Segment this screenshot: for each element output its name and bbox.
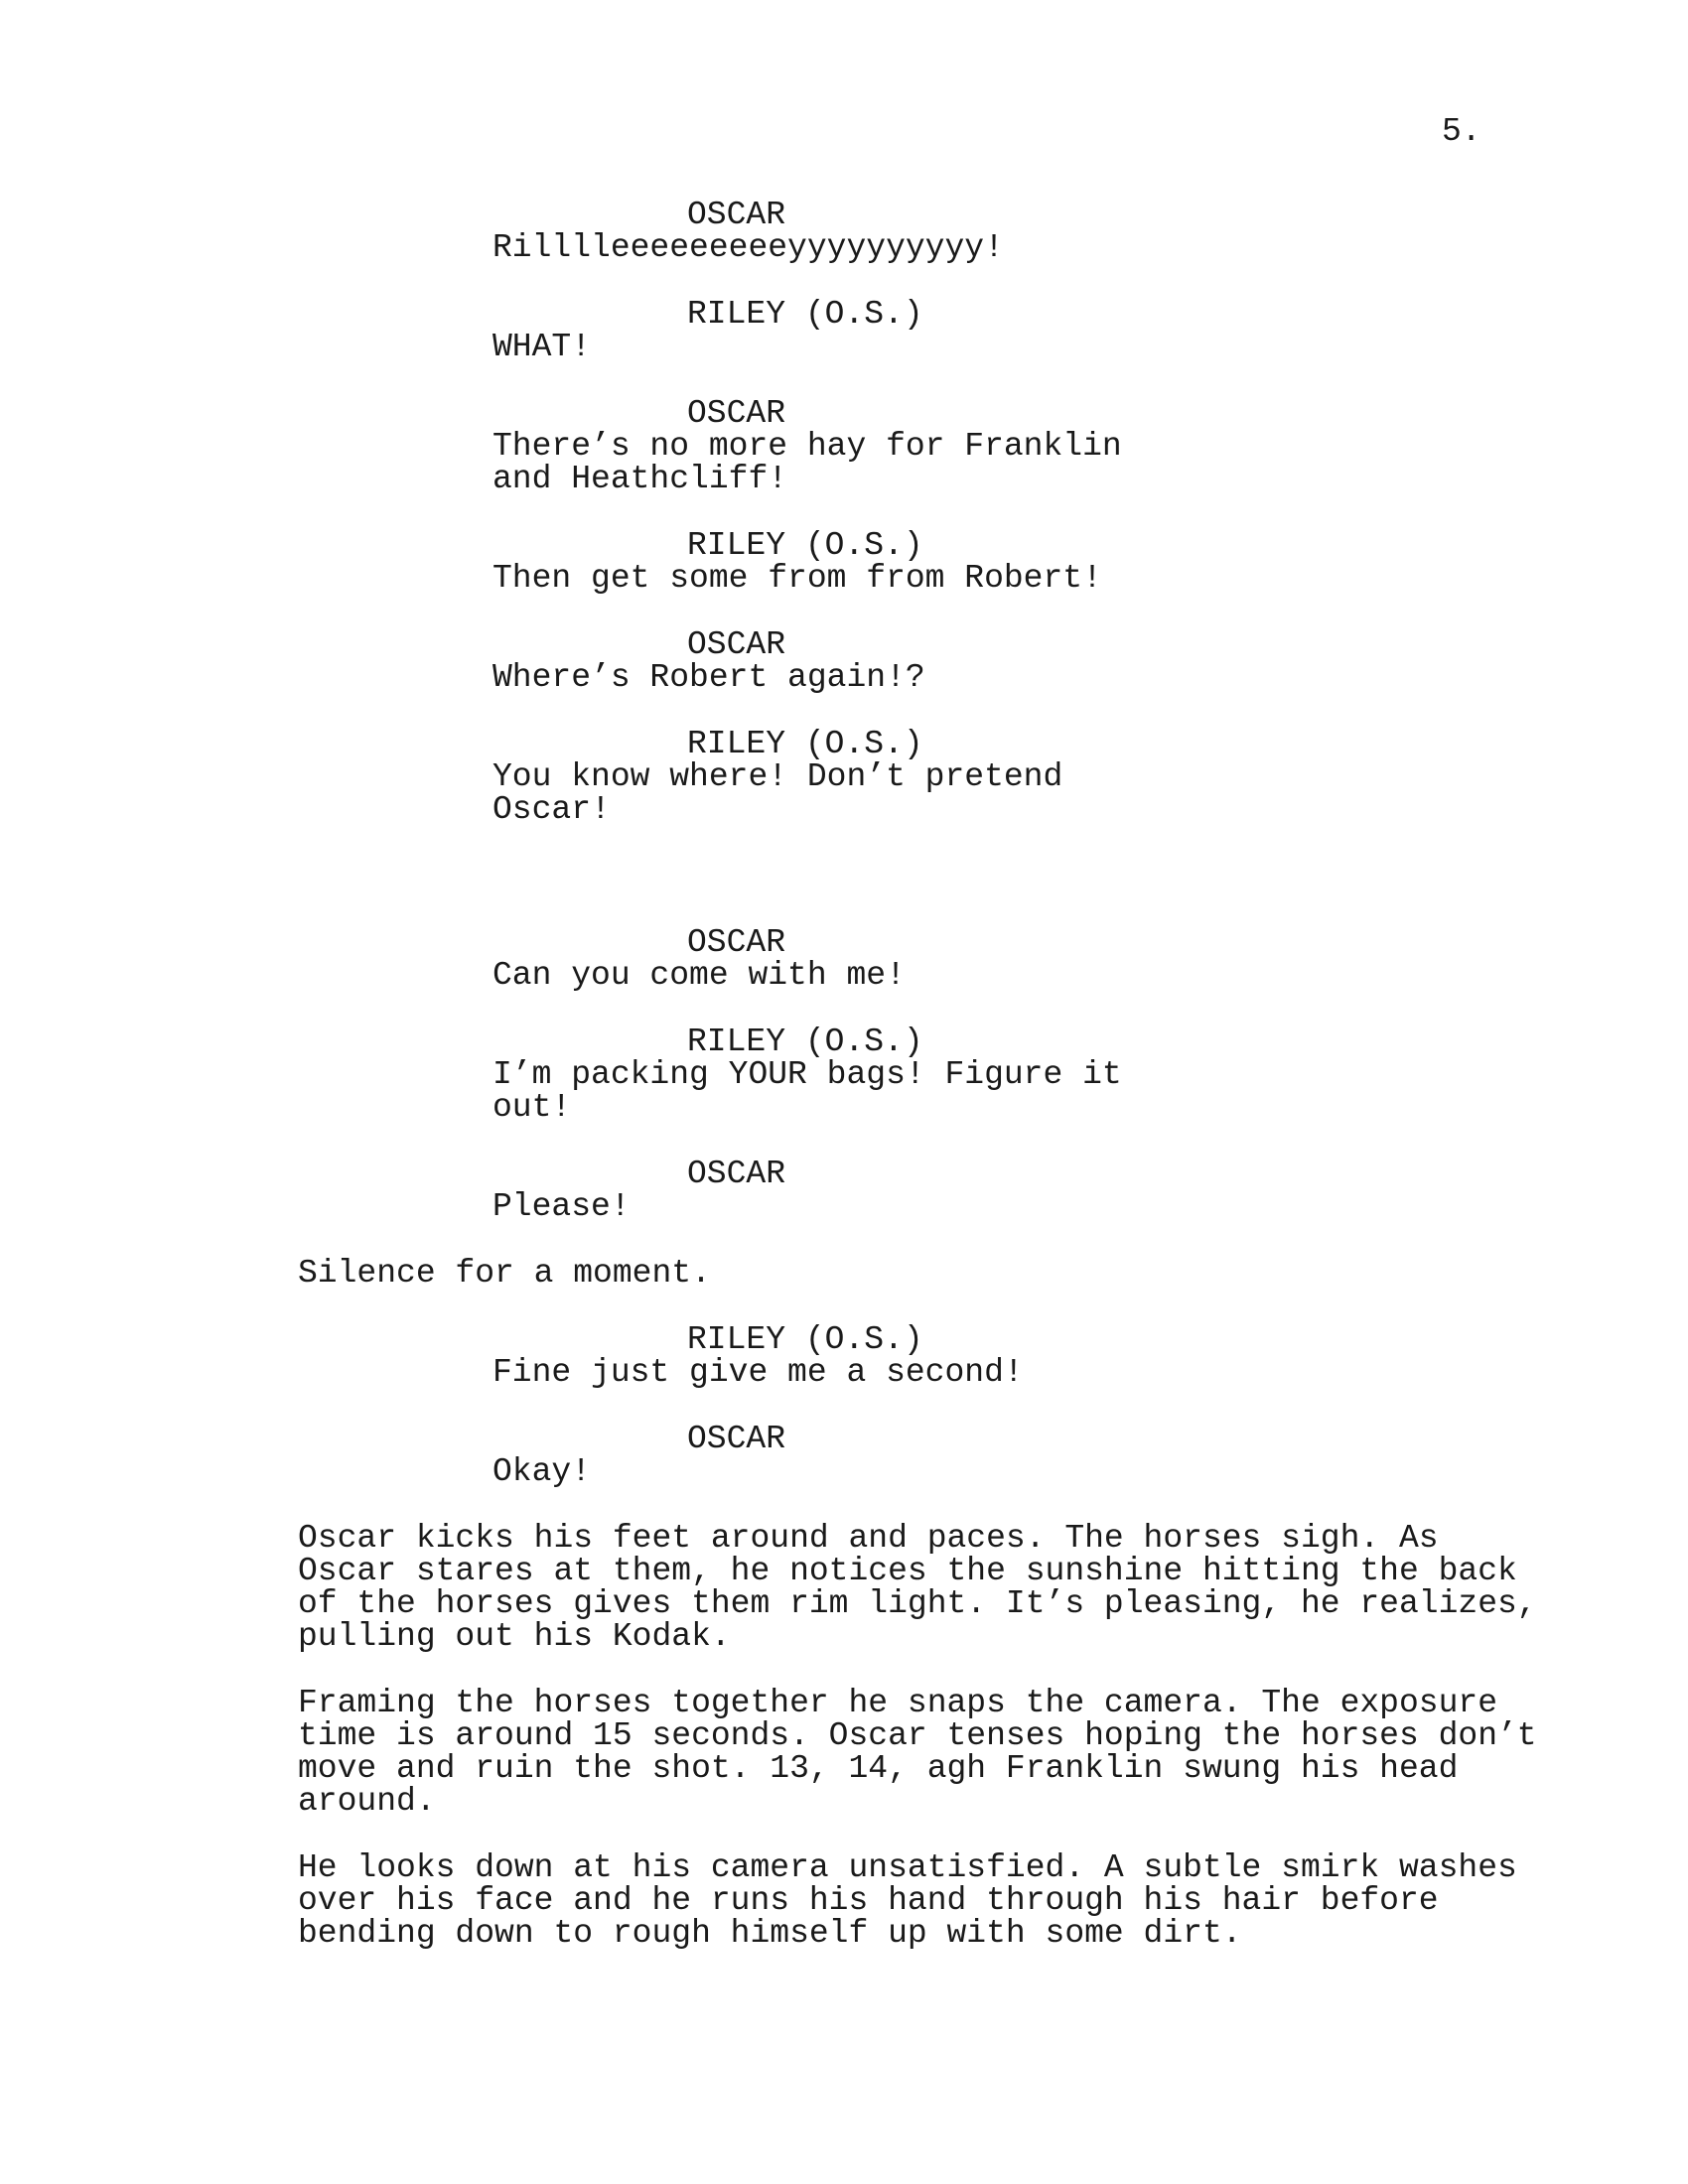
action-line: of the horses gives them rim light. It’s pleasing, he realizes, [298,1585,1537,1622]
action-line: He looks down at his camera unsatisfied. A subtle smirk washes [298,1849,1517,1886]
action-line: Oscar kicks his feet around and paces. The horses sigh. As [298,1520,1439,1557]
action-line: Framing the horses together he snaps the camera. The exposure [298,1685,1497,1721]
dialogue-line: There’s no more hay for Franklin [492,428,1122,465]
dialogue-line: Please! [492,1188,631,1225]
dialogue-line: Where’s Robert again!? [492,659,925,696]
action-line: Oscar stares at them, he notices the sunshine hitting the back [298,1553,1517,1589]
action-line: time is around 15 seconds. Oscar tenses hoping the horses don’t [298,1717,1537,1754]
dialogue-line: You know where! Don’t pretend [492,758,1063,795]
character-cue: RILEY (O.S.) [687,527,923,564]
action-line: around. [298,1783,436,1820]
action-line: Silence for a moment. [298,1255,711,1292]
action-line: move and ruin the shot. 13, 14, agh Franklin swung his head [298,1750,1459,1787]
action-line: bending down to rough himself up with some dirt. [298,1915,1242,1952]
dialogue-line: WHAT! [492,329,592,365]
dialogue-line: Can you come with me! [492,957,906,994]
dialogue-line: Fine just give me a second! [492,1354,1024,1391]
action-line: over his face and he runs his hand through his hair before [298,1882,1439,1919]
character-cue: OSCAR [687,395,786,432]
dialogue-line: Then get some from from Robert! [492,560,1102,597]
character-cue: OSCAR [687,626,786,663]
action-line: pulling out his Kodak. [298,1618,731,1655]
dialogue-line: I’m packing YOUR bags! Figure it [492,1056,1122,1093]
character-cue: OSCAR [687,924,786,961]
character-cue: OSCAR [687,1156,786,1192]
dialogue-line: Oscar! [492,791,611,828]
dialogue-line: out! [492,1089,572,1126]
dialogue-line: Okay! [492,1453,592,1490]
character-cue: RILEY (O.S.) [687,1024,923,1060]
page-number: 5. [1442,113,1481,150]
character-cue: RILEY (O.S.) [687,1321,923,1358]
character-cue: RILEY (O.S.) [687,296,923,333]
dialogue-line: and Heathcliff! [492,461,788,497]
character-cue: OSCAR [687,1421,786,1457]
dialogue-line: Rilllleeeeeeeeeyyyyyyyyyy! [492,229,1004,266]
character-cue: OSCAR [687,197,786,233]
character-cue: RILEY (O.S.) [687,726,923,762]
